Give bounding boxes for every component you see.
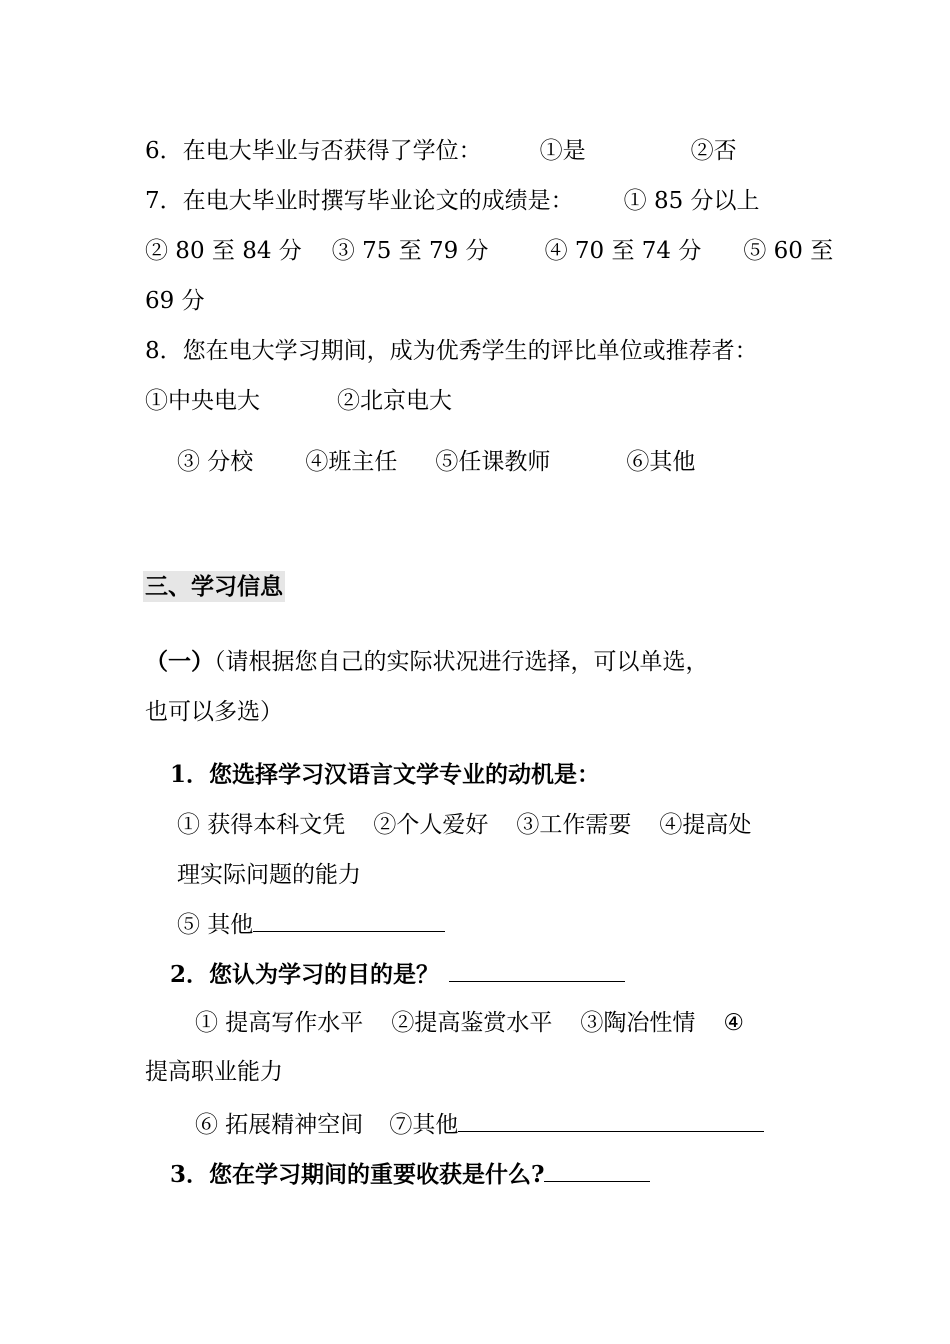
s1-other-blank[interactable]: [253, 907, 445, 932]
s2-option-4[interactable]: ④: [723, 1010, 744, 1036]
question-6: [145, 136, 737, 166]
sub-label: （一）: [145, 648, 214, 675]
question-6-label: 6．在电大毕业与否获得了学位：: [145, 138, 482, 164]
question-7: [145, 186, 760, 216]
s2-question-label: 2．您认为学习的目的是？: [170, 961, 440, 988]
s1-option-1[interactable]: ① 获得本科文凭: [177, 812, 346, 838]
q7-option-3[interactable]: ③ 75 至 79 分: [331, 238, 489, 264]
s1-option-3[interactable]: ③工作需要: [516, 812, 632, 838]
s1-option-5[interactable]: ⑤ 其他: [177, 912, 254, 938]
sub-note-line1: （请根据您自己的实际状况进行选择，可以单选，: [214, 649, 709, 675]
section-3-heading: [143, 572, 285, 602]
q8-option-2[interactable]: ②北京电大: [337, 388, 452, 414]
question-7-label: 7．在电大毕业时撰写毕业论文的成绩是：: [145, 188, 574, 214]
s3-question-label: 3．您在学习期间的重要收获是什么?: [170, 1161, 545, 1188]
q7-option-2[interactable]: ② 80 至 84 分: [145, 238, 302, 264]
q6-option-yes[interactable]: ①是: [539, 138, 586, 164]
q7-option-5-continued: 69 分: [145, 288, 205, 314]
section-3-subnote: [145, 647, 709, 677]
section-3-title: 三、学习信息: [145, 573, 283, 600]
s3-answer-blank[interactable]: [544, 1157, 650, 1182]
sub-note-line2: 也可以多选）: [145, 699, 283, 725]
question-8-options-row2: [177, 447, 695, 477]
q7-option-5[interactable]: ⑤ 60 至: [743, 238, 834, 264]
s2-option-6[interactable]: ⑥ 拓展精神空间: [195, 1112, 364, 1138]
s3-question: [170, 1157, 650, 1190]
q8-option-3[interactable]: ③ 分校: [177, 449, 254, 475]
s1-options-row3: [177, 907, 445, 940]
q7-option-4[interactable]: ④ 70 至 74 分: [544, 238, 702, 264]
s1-option-2[interactable]: ②个人爱好: [373, 812, 489, 838]
s2-question: [170, 957, 625, 990]
question-8-options-row1: [145, 386, 452, 416]
s2-other-blank[interactable]: [458, 1107, 764, 1132]
q8-option-6[interactable]: ⑥其他: [626, 449, 696, 475]
s2-option-4-continued: 提高职业能力: [145, 1059, 283, 1085]
s1-option-4[interactable]: ④提高处: [659, 812, 752, 838]
q8-option-5[interactable]: ⑤任课教师: [435, 449, 551, 475]
question-7-options: [145, 236, 833, 266]
s2-option-7[interactable]: ⑦其他: [389, 1112, 459, 1138]
q8-option-4[interactable]: ④班主任: [305, 449, 398, 475]
s2-option-2[interactable]: ②提高鉴赏水平: [391, 1010, 553, 1036]
q8-option-1[interactable]: ①中央电大: [145, 388, 260, 414]
s1-options-row1: [177, 810, 751, 840]
s2-options-row1: [195, 1008, 744, 1038]
s2-answer-blank[interactable]: [449, 957, 625, 982]
s1-question-label: 1．您选择学习汉语言文学专业的动机是：: [170, 761, 601, 788]
s2-option-1[interactable]: ① 提高写作水平: [195, 1010, 364, 1036]
q7-option-1[interactable]: ① 85 分以上: [623, 188, 760, 214]
s2-options-row3: [195, 1107, 764, 1140]
s2-option-3[interactable]: ③陶冶性情: [580, 1010, 696, 1036]
s1-option-4-continued: 理实际问题的能力: [177, 862, 361, 888]
question-8-label: 8．您在电大学习期间，成为优秀学生的评比单位或推荐者：: [145, 338, 758, 364]
q6-option-no[interactable]: ②否: [690, 138, 737, 164]
